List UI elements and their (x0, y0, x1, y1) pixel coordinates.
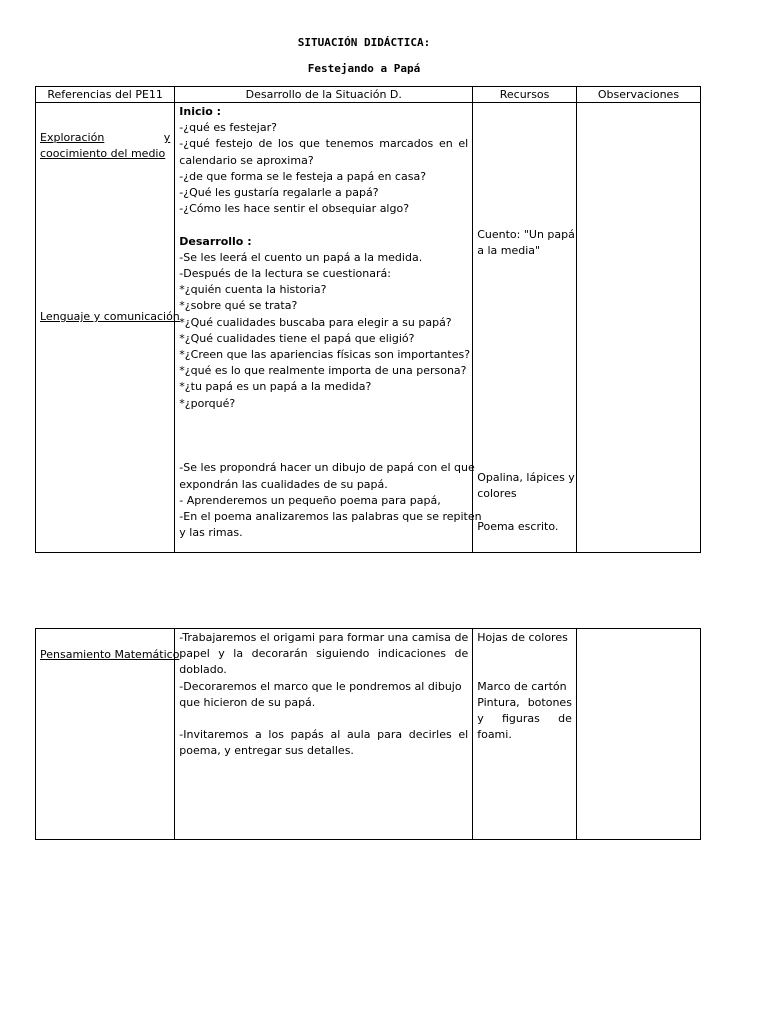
document-title: SITUACIÓN DIDÁCTICA: (297, 36, 431, 49)
header-desarrollo: Desarrollo de la Situación D. (175, 87, 473, 103)
list-item: *¿qué es lo que realmente importa de una persona? (179, 364, 467, 378)
recurso-opalina-cont: colores (477, 487, 517, 501)
list-item: - Aprenderemos un pequeño poema para papá, (179, 493, 441, 507)
document-subtitle: Festejando a Papá (307, 62, 421, 75)
inicio-label: Inicio : (179, 105, 222, 118)
recursos-cell (473, 629, 577, 840)
list-item: -¿de que forma se le festeja a papá en casa? (179, 169, 427, 183)
observaciones-cell (576, 629, 700, 840)
list-item: *¿Qué cualidades buscaba para elegir a su papá? (179, 315, 452, 329)
recurso-poema: Poema escrito. (477, 520, 559, 533)
header-observaciones: Observaciones (576, 87, 700, 103)
list-item: doblado. (179, 663, 227, 677)
planning-table-1 (35, 86, 701, 553)
list-item: y las rimas. (179, 526, 243, 540)
table-row (36, 629, 701, 840)
list-item: -Se les propondrá hacer un dibujo de papá con el que (179, 461, 475, 475)
table-row (36, 103, 701, 553)
list-item: calendario se aproxima? (179, 153, 314, 167)
ref-conocimiento: coocimiento del medio (40, 147, 166, 161)
list-item: -Decoraremos el marco que le pondremos al dibujo (179, 679, 462, 693)
recurso-opalina: Opalina, lápices y (477, 471, 575, 484)
recurso-marco: Marco de cartón (477, 679, 567, 693)
recurso-pintura: Pintura, botones (477, 695, 572, 709)
recurso-cuento-cont: a la media" (477, 244, 541, 258)
list-item: que hicieron de su papá. (179, 695, 316, 709)
list-item: *¿porqué? (179, 396, 236, 410)
recurso-figuras: y figuras de (477, 711, 572, 725)
list-item: expondrán las cualidades de su papá. (179, 477, 388, 491)
recursos-cell (473, 103, 577, 553)
list-item: *¿Qué cualidades tiene el papá que eligió? (179, 331, 415, 345)
list-item: poema, y entregar sus detalles. (179, 744, 354, 758)
recurso-cuento: Cuento: "Un papá (477, 228, 575, 241)
list-item: -¿Qué les gustaría regalarle a papá? (179, 186, 379, 200)
observaciones-cell (576, 103, 700, 553)
header-referencias: Referencias del PE11 (36, 87, 175, 103)
referencias-cell (36, 629, 180, 840)
list-item: -¿qué es festejar? (179, 121, 277, 135)
list-item: -Trabajaremos el origami para formar una camisa de (179, 631, 469, 644)
list-item: *¿Creen que las apariencias físicas son importantes? (179, 348, 471, 362)
list-item: -¿qué festejo de los que tenemos marcados en el (179, 137, 469, 151)
planning-table-2 (35, 628, 701, 840)
list-item: -Se les leerá el cuento un papá a la medida. (179, 250, 423, 264)
recurso-foami: foami. (477, 728, 512, 742)
list-item: -Invitaremos a los papás al aula para decirles el (179, 728, 469, 742)
ref-exploracion: Exploración y (40, 131, 171, 144)
list-item: *¿sobre qué se trata? (179, 299, 298, 313)
list-item: -¿Cómo les hace sentir el obsequiar algo? (179, 202, 410, 216)
list-item: papel y la decorarán siguiendo indicaciones de (179, 647, 469, 661)
ref-pensamiento: Pensamiento Matemático (40, 648, 180, 661)
desarrollo-cell (175, 629, 473, 840)
referencias-cell (36, 103, 180, 553)
desarrollo-label: Desarrollo : (179, 234, 252, 248)
list-item: *¿tu papá es un papá a la medida? (179, 380, 372, 394)
list-item: -En el poema analizaremos las palabras que se repiten (179, 510, 482, 524)
header-recursos: Recursos (473, 87, 577, 103)
header-row (36, 87, 701, 103)
list-item: *¿quién cuenta la historia? (179, 283, 327, 297)
recurso-hojas: Hojas de colores (477, 631, 568, 644)
desarrollo-cell (175, 103, 482, 553)
list-item: -Después de la lectura se cuestionará: (179, 267, 391, 281)
ref-lenguaje: Lenguaje y comunicación (40, 310, 180, 323)
